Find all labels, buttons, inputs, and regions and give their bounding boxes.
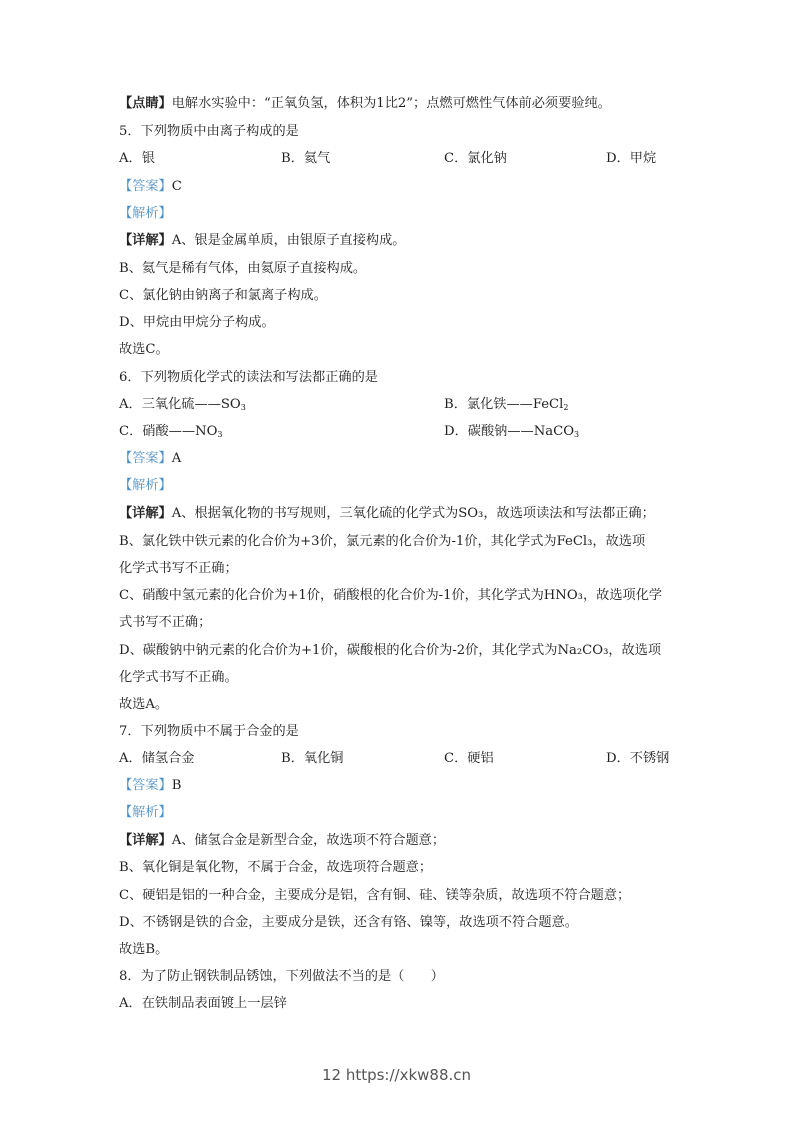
q5-option-c: C．氯化钠 — [444, 151, 507, 166]
q7-analysis-label: 【解析】 — [119, 805, 172, 820]
q6-options-row1 — [0, 396, 793, 414]
q8-stem: 8．为了防止钢铁制品锈蚀，下列做法不当的是（ ） — [119, 969, 444, 984]
q5-option-a: A．银 — [119, 151, 155, 166]
q5-analysis-label: 【解析】 — [119, 206, 172, 221]
q6-option-b — [444, 396, 568, 417]
q7-detail-2: C、硬铝是铝的一种合金，主要成分是铝，含有铜、硅、镁等杂质，故选项不符合题意； — [119, 888, 631, 903]
q7-stem: 7．下列物质中不属于合金的是 — [119, 724, 299, 739]
q6-conclusion: 故选A。 — [119, 697, 169, 712]
q5-option-d: D．甲烷 — [606, 151, 657, 166]
q6-detail-2: 化学式书写不正确； — [119, 561, 238, 576]
q6-detail-6: 化学式书写不正确。 — [119, 670, 238, 685]
q6-option-c — [119, 423, 222, 444]
answer-value: C — [171, 179, 182, 194]
q5-detail-3: D、甲烷由甲烷分子构成。 — [119, 315, 275, 330]
detail-label: 【详解】 — [119, 833, 172, 848]
q5-answer — [119, 178, 182, 196]
option-text: C．硝酸——NO — [119, 424, 218, 439]
detail-text: A、储氢合金是新型合金，故选项不符合题意； — [171, 833, 446, 848]
q5-option-b: B．氦气 — [281, 151, 331, 166]
answer-value: A — [171, 451, 182, 466]
page-footer: 12 https://xkw88.cn — [321, 1066, 472, 1084]
subscript: 3 — [217, 430, 223, 439]
option-text: D．碳酸钠——NaCO — [444, 424, 575, 439]
q7-option-c: C．硬铝 — [444, 751, 494, 766]
q7-option-d: D．不锈钢 — [606, 751, 670, 766]
q7-conclusion: 故选B。 — [119, 942, 169, 957]
q6-detail-3: C、硝酸中氢元素的化合价为+1价，硝酸根的化合价为-1价，其化学式为HNO₃，故选项化学 — [119, 588, 663, 603]
answer-label: 【答案】 — [119, 179, 172, 194]
q6-options-row2 — [0, 423, 793, 441]
detail-label: 【详解】 — [119, 233, 172, 248]
option-text: B．氯化铁——FeCl — [444, 397, 564, 412]
q6-answer — [119, 450, 181, 468]
answer-label: 【答案】 — [119, 451, 172, 466]
subscript: 3 — [240, 403, 246, 412]
q6-detail-4: 式书写不正确； — [119, 615, 212, 630]
q5-detail-1: B、氦气是稀有气体，由氦原子直接构成。 — [119, 261, 367, 276]
note-line — [119, 95, 611, 113]
q5-stem: 5．下列物质中由离子构成的是 — [119, 124, 299, 139]
answer-value: B — [171, 778, 182, 793]
q7-options — [0, 750, 793, 768]
q7-detail-0 — [119, 832, 445, 850]
subscript: 3 — [574, 430, 580, 439]
q6-detail-5: D、碳酸钠中钠元素的化合价为+1价，碳酸根的化合价为-2价，其化学式为Na₂CO₃，故选项 — [119, 643, 662, 658]
q7-answer — [119, 777, 181, 795]
q8-option-a: A．在铁制品表面镀上一层锌 — [119, 996, 287, 1011]
answer-label: 【答案】 — [119, 778, 172, 793]
q5-conclusion: 故选C。 — [119, 342, 169, 357]
q7-option-a: A．储氢合金 — [119, 751, 195, 766]
q6-detail-0 — [119, 505, 655, 523]
detail-text: A、根据氧化物的书写规则，三氧化硫的化学式为SO₃，故选项读法和写法都正确； — [171, 506, 655, 521]
q7-option-b: B．氧化铜 — [281, 751, 344, 766]
q6-option-d — [444, 423, 579, 444]
q6-analysis-label: 【解析】 — [119, 478, 172, 493]
q5-detail-2: C、氯化钠由钠离子和氯离子构成。 — [119, 288, 327, 303]
note-label: 【点睛】 — [119, 96, 172, 111]
q6-detail-1: B、氯化铁中铁元素的化合价为+3价，氯元素的化合价为-1价，其化学式为FeCl₃，故选项 — [119, 534, 646, 549]
option-text: A．三氧化硫——SO — [119, 397, 241, 412]
q6-option-a — [119, 396, 246, 417]
q6-stem: 6．下列物质化学式的读法和写法都正确的是 — [119, 370, 378, 385]
detail-text: A、银是金属单质，由银原子直接构成。 — [171, 233, 406, 248]
q7-detail-3: D、不锈钢是铁的合金，主要成分是铁，还含有铬、镍等，故选项不符合题意。 — [119, 915, 578, 930]
q5-options — [0, 150, 793, 168]
detail-label: 【详解】 — [119, 506, 172, 521]
q5-detail-0 — [119, 232, 405, 250]
note-text: 电解水实验中：“正氧负氢，体积为1比2”；点燃可燃性气体前必须要验纯。 — [171, 96, 611, 111]
q7-detail-1: B、氧化铜是氧化物，不属于合金，故选项符合题意； — [119, 860, 433, 875]
subscript: 2 — [563, 403, 569, 412]
